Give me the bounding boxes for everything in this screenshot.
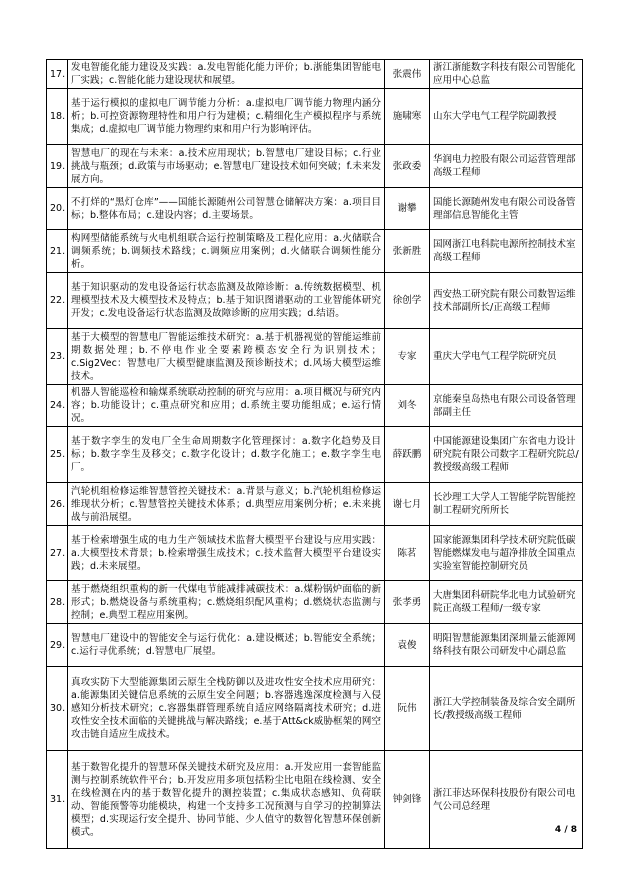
organization-cell: 国能长源随州发电有限公司设备管理部信息智能化主管 <box>430 188 583 230</box>
row-number: 24. <box>47 385 68 427</box>
row-number: 22. <box>47 273 68 329</box>
speaker-cell: 钟剑锋 <box>385 751 430 849</box>
speaker-cell: 张孝勇 <box>385 581 430 624</box>
row-number: 31. <box>47 751 68 849</box>
row-number: 29. <box>47 624 68 667</box>
row-number: 23. <box>47 329 68 385</box>
table-row <box>47 385 583 427</box>
table-row <box>47 89 583 145</box>
organization-cell: 西安热工研究院有限公司数智运维技术部副所长/正高级工程师 <box>430 273 583 329</box>
table-row <box>47 526 583 581</box>
organization-cell: 明阳智慧能源集团深圳量云能源网络科技有限公司研发中心副总监 <box>430 624 583 667</box>
speaker-cell: 刘冬 <box>385 385 430 427</box>
speaker-cell: 阮伟 <box>385 667 430 751</box>
organization-cell: 华润电力控股有限公司运营管理部高级工程师 <box>430 145 583 188</box>
table-row <box>47 60 583 89</box>
organization-cell: 浙江菲达环保科技股份有限公司电气公司总经理 <box>430 751 583 849</box>
speaker-cell: 张新胜 <box>385 230 430 273</box>
organization-cell: 中国能源建设集团广东省电力设计研究院有限公司数字工程研究院总/教授级高级工程师 <box>430 427 583 483</box>
table-row <box>47 581 583 624</box>
row-number: 26. <box>47 483 68 526</box>
page-number: 4 / 8 <box>554 825 577 835</box>
organization-cell: 重庆大学电气工程学院研究员 <box>430 329 583 385</box>
row-number: 21. <box>47 230 68 273</box>
speaker-cell: 陈茗 <box>385 526 430 581</box>
speaker-cell: 施啸寒 <box>385 89 430 145</box>
organization-cell: 山东大学电气工程学院副教授 <box>430 89 583 145</box>
speaker-cell: 专家 <box>385 329 430 385</box>
table-row <box>47 329 583 385</box>
topic-cell: 构网型储能系统与火电机组联合运行控制策略及工程化应用：a.火储联合调频系统；b.调频技术路线；c.调频应用案例；d.火储联合调频性能分析。 <box>68 230 385 273</box>
table-row <box>47 188 583 230</box>
table-row <box>47 483 583 526</box>
row-number: 27. <box>47 526 68 581</box>
topic-cell: 发电智能化能力建设及实践：a.发电智能化能力评价；b.浙能集团智能电厂实践；c.智能化能力建设现状和展望。 <box>68 60 385 89</box>
table-row <box>47 230 583 273</box>
table-row <box>47 427 583 483</box>
row-number: 30. <box>47 667 68 751</box>
speaker-cell: 张政委 <box>385 145 430 188</box>
row-number: 25. <box>47 427 68 483</box>
organization-cell: 浙江浙能数字科技有限公司智能化应用中心总监 <box>430 60 583 89</box>
topic-cell: 智慧电厂的现在与未来：a.技术应用现状；b.智慧电厂建设目标；c.行业挑战与瓶颈；d.政策与市场驱动；e.智慧电厂建设技术如何突破；f.未来发展方向。 <box>68 145 385 188</box>
speaker-cell: 谢七月 <box>385 483 430 526</box>
speaker-cell: 袁俊 <box>385 624 430 667</box>
table-row <box>47 145 583 188</box>
topic-cell: 基于数字孪生的发电厂全生命周期数字化管理探讨：a.数字化趋势及目标；b.数字孪生及移交；c.数字化设计；d.数字化施工；e.数字孪生电厂。 <box>68 427 385 483</box>
topic-cell: 机器人智能巡检和输煤系统联动控制的研究与应用：a.项目概况与研究内容；b.功能设计；c.重点研究和应用；d.系统主要功能组成；e.运行情况。 <box>68 385 385 427</box>
topic-cell: 基于燃烧组织重构的新一代煤电节能减排减碳技术：a.煤粉锅炉面临的新形式；b.燃烧设备与系统重构；c.燃烧组织配风重构；d.燃烧状态监测与控制；e.典型工程应用案例。 <box>68 581 385 624</box>
table-row <box>47 667 583 751</box>
organization-cell: 国网浙江电科院电源所控制技术室高级工程师 <box>430 230 583 273</box>
topic-cell: 智慧电厂建设中的智能安全与运行优化：a.建设概述；b.智能安全系统；c.运行寻优系统；d.智慧电厂展望。 <box>68 624 385 667</box>
topic-cell: 基于检索增强生成的电力生产领域技术监督大模型平台建设与应用实践：a.大模型技术背景；b.检索增强生成技术；c.技术监督大模型平台建设实践；d.未来展望。 <box>68 526 385 581</box>
speaker-cell: 薛跃鹏 <box>385 427 430 483</box>
row-number: 17. <box>47 60 68 89</box>
speaker-cell: 谢攀 <box>385 188 430 230</box>
organization-cell: 国家能源集团科学技术研究院低碳智能燃煤发电与超净排放全国重点实验室智能控制研究员 <box>430 526 583 581</box>
topic-cell: 基于数智化提升的智慧环保关键技术研究及应用：a.开发应用一套智能监测与控制系统软件平台；b.开发应用多项包括粉尘比电阻在线检测、安全在线检测在内的基于数智化提升的测控装置；c.集成状态感知、负荷联动、智能预警等功能模块，构建一个支持多工况预测与自学习的控制算法模型；d.实现运行安全提升、协同节能、少人值守的数智化智慧环保创新模式。 <box>68 751 385 849</box>
topic-cell: 真攻实防下大型能源集团云原生全栈防御以及进攻性安全技术应用研究：a.能源集团关键信息系统的云原生安全问题；b.容器逃逸深度检测与入侵感知分析技术研究；c.容器集群管理系统自适应网络隔离技术研究；d.进攻性安全技术面临的关键挑战与解决路线；e.基于Att&ck威胁框架的网空攻击链自适应生成技术。 <box>68 667 385 751</box>
topic-cell: 基于大模型的智慧电厂智能运维技术研究：a.基于机器视觉的智能运维前期数据处理；b.不停电作业全要素跨模态安全行为识别技术；c.Sig2Vec：智慧电厂大模型健康监测及预诊断技术；d.风场大模型运维技术。 <box>68 329 385 385</box>
speaker-cell: 张震伟 <box>385 60 430 89</box>
row-number: 19. <box>47 145 68 188</box>
table-row <box>47 624 583 667</box>
organization-cell: 大唐集团科研院华北电力试验研究院正高级工程师/一级专家 <box>430 581 583 624</box>
speaker-cell: 徐创学 <box>385 273 430 329</box>
topic-cell: 不打烊的“黑灯仓库”——国能长源随州公司智慧仓储解决方案：a.项目目标；b.整体布局；c.建设内容；d.主要场景。 <box>68 188 385 230</box>
row-number: 18. <box>47 89 68 145</box>
topic-cell: 基于知识驱动的发电设备运行状态监测及故障诊断：a.传统数据模型、机理模型技术及大模型技术及特点；b.基于知识图谱驱动的工业智能体研究开发；c.发电设备运行状态监测及故障诊断的应用实践；d.结语。 <box>68 273 385 329</box>
organization-cell: 长沙理工大学人工智能学院智能控制工程研究所所长 <box>430 483 583 526</box>
topic-cell: 汽轮机组检修运维智慧管控关键技术：a.背景与意义；b.汽轮机组检修运维现状分析；c.智慧管控关键技术体系；d.典型应用案例分析；e.未来挑战与前沿展望。 <box>68 483 385 526</box>
row-number: 20. <box>47 188 68 230</box>
row-number: 28. <box>47 581 68 624</box>
agenda-table <box>46 59 583 849</box>
topic-cell: 基于运行模拟的虚拟电厂调节能力分析：a.虚拟电厂调节能力物理内涵分析；b.可控资源物理特性和用户行为建模；c.精细化生产模拟程序与系统集成；d.虚拟电厂调节能力物理约束和用户行为影响评估。 <box>68 89 385 145</box>
table-row <box>47 273 583 329</box>
organization-cell: 京能秦皇岛热电有限公司设备管理部副主任 <box>430 385 583 427</box>
organization-cell: 浙江大学控制装备及综合安全副所长/教授级高级工程师 <box>430 667 583 751</box>
table-row <box>47 751 583 849</box>
